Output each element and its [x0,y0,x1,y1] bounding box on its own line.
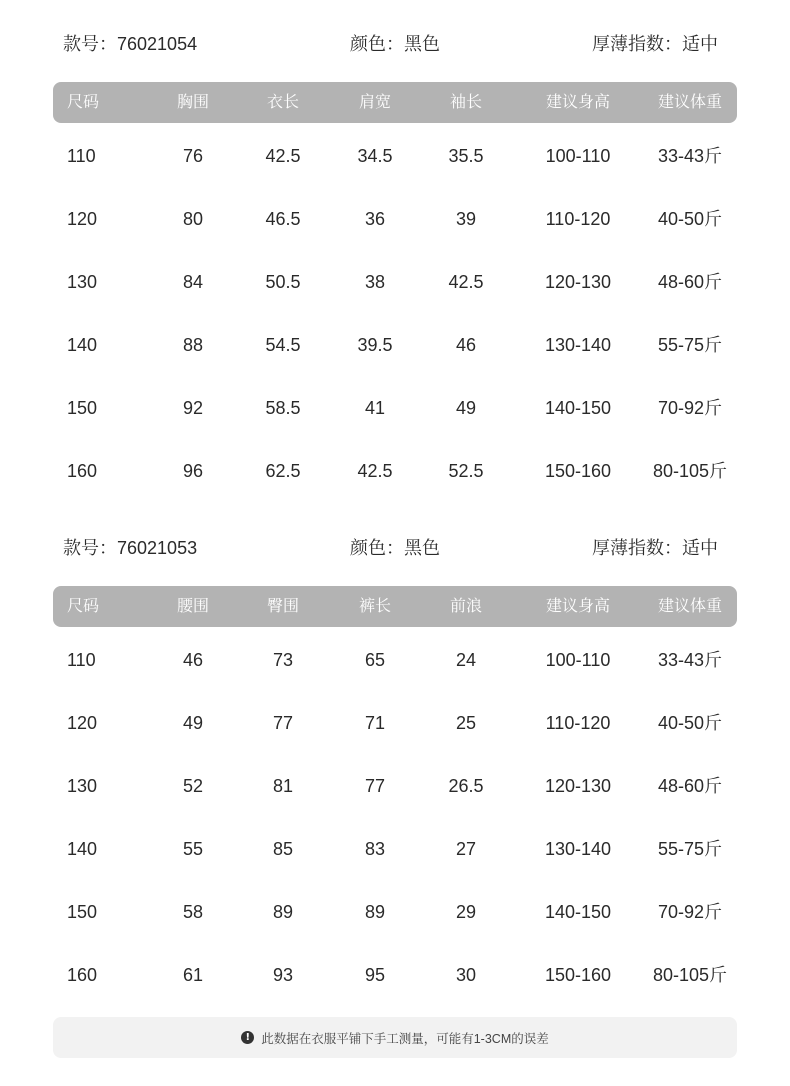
table-cell: 35.5 [448,146,484,166]
table-cell: 160 [67,461,98,481]
measurement-note-text: 此数据在衣服平铺下手工测量，可能有1-3CM的误差 [261,1031,549,1046]
style-number-value: 76021053 [117,538,198,558]
table-cell: 71 [364,713,386,733]
table-cell: 81 [272,776,294,796]
table-cell: 100-110 [545,650,611,670]
table-cell: 46 [182,650,204,670]
table-cell: 46.5 [265,209,301,229]
measurement-note [53,1017,737,1058]
table-row [0,249,790,312]
table-cell: 140 [67,335,98,355]
header-shoulder: 肩宽 [358,94,392,111]
table-cell: 83 [364,839,386,859]
table-cell: 29 [455,902,477,922]
table-cell: 80-105斤 [652,965,728,985]
table-cell: 150-160 [544,461,612,481]
thickness-info [592,30,718,56]
table-row [0,879,790,942]
style-number [63,30,197,56]
table-cell: 100-110 [545,146,611,166]
color-value: 黑色 [404,34,440,54]
table-cell: 77 [272,713,294,733]
table-cell: 55-75斤 [657,839,723,859]
table-cell: 130 [67,272,98,292]
color-label: 颜色： [350,34,404,54]
table-cell: 120 [67,209,98,229]
table-cell: 150 [67,902,98,922]
table-cell: 41 [364,398,386,418]
table-cell: 48-60斤 [657,272,723,292]
header-height: 建议身高 [545,598,611,615]
table-cell: 34.5 [357,146,393,166]
product-info-row [0,30,790,54]
color-info [350,534,440,560]
table-cell: 24 [455,650,477,670]
table-cell: 50.5 [265,272,301,292]
table-cell: 140-150 [544,902,612,922]
table-cell: 95 [364,965,386,985]
measurement-note-content [53,1017,737,1058]
table-cell: 70-92斤 [657,902,723,922]
header-height: 建议身高 [545,94,611,111]
header-sleeve: 袖长 [449,94,483,111]
table-cell: 52 [182,776,204,796]
header-size: 尺码 [67,94,100,111]
table-cell: 150-160 [544,965,612,985]
table-cell: 42.5 [448,272,484,292]
table-cell: 76 [182,146,204,166]
table-cell: 38 [364,272,386,292]
table-cell: 110 [67,146,96,166]
table-cell: 49 [182,713,204,733]
table-cell: 48-60斤 [657,776,723,796]
thickness-value: 适中 [682,538,718,558]
style-number-value: 76021054 [117,34,198,54]
table-cell: 33-43斤 [657,650,723,670]
table-header [53,82,737,123]
table-cell: 110-120 [545,209,611,229]
table-row [0,942,790,1005]
table-cell: 85 [272,839,294,859]
table-cell: 52.5 [448,461,484,481]
header-length: 衣长 [266,94,300,111]
table-cell: 88 [182,335,204,355]
table-cell: 77 [364,776,386,796]
style-number-label: 款号： [63,538,117,558]
table-cell: 130-140 [544,839,612,859]
header-size: 尺码 [67,598,100,615]
style-number-label: 款号： [63,34,117,54]
table-cell: 54.5 [265,335,301,355]
table-cell: 130-140 [544,335,612,355]
table-row [0,690,790,753]
table-cell: 120 [67,713,98,733]
table-cell: 26.5 [448,776,484,796]
table-cell: 55 [182,839,204,859]
table-cell: 58.5 [265,398,301,418]
thickness-label: 厚薄指数： [592,538,682,558]
table-cell: 84 [182,272,204,292]
table-cell: 93 [272,965,294,985]
table-cell: 160 [67,965,98,985]
table-cell: 140 [67,839,98,859]
table-cell: 92 [182,398,204,418]
table-cell: 55-75斤 [657,335,723,355]
table-cell: 42.5 [357,461,393,481]
table-cell: 40-50斤 [657,209,723,229]
table-row [0,123,790,186]
table-row [0,375,790,438]
table-cell: 27 [455,839,477,859]
thickness-label: 厚薄指数： [592,34,682,54]
header-weight: 建议体重 [657,598,723,615]
table-cell: 36 [364,209,386,229]
table-cell: 30 [455,965,477,985]
table-cell: 61 [182,965,204,985]
table-cell: 110 [67,650,96,670]
table-cell: 80 [182,209,204,229]
header-waist: 腰围 [176,598,210,615]
table-cell: 39.5 [357,335,393,355]
table-cell: 140-150 [544,398,612,418]
table-cell: 62.5 [265,461,301,481]
table-cell: 49 [455,398,477,418]
style-number [63,534,197,560]
table-row [0,438,790,501]
table-cell: 33-43斤 [657,146,723,166]
table-row [0,312,790,375]
exclamation-circle-icon: ! [241,1031,254,1044]
table-cell: 58 [182,902,204,922]
table-row [0,186,790,249]
table-cell: 40-50斤 [657,713,723,733]
header-hip: 臀围 [266,598,300,615]
header-pants-length: 裤长 [358,598,392,615]
table-cell: 110-120 [545,713,611,733]
table-cell: 80-105斤 [652,461,728,481]
color-info [350,30,440,56]
table-cell: 120-130 [544,776,612,796]
table-cell: 73 [272,650,294,670]
color-value: 黑色 [404,538,440,558]
thickness-info [592,534,718,560]
table-cell: 42.5 [265,146,301,166]
color-label: 颜色： [350,538,404,558]
table-cell: 89 [272,902,294,922]
table-cell: 46 [455,335,477,355]
table-row [0,816,790,879]
table-cell: 150 [67,398,98,418]
table-cell: 120-130 [544,272,612,292]
table-row [0,627,790,690]
table-row [0,753,790,816]
table-cell: 70-92斤 [657,398,723,418]
table-cell: 65 [364,650,386,670]
table-cell: 39 [455,209,477,229]
table-cell: 89 [364,902,386,922]
product-info-row [0,534,790,558]
table-cell: 130 [67,776,98,796]
table-cell: 25 [455,713,477,733]
header-chest: 胸围 [176,94,210,111]
table-header [53,586,737,627]
table-cell: 96 [182,461,204,481]
header-front-rise: 前浪 [449,598,483,615]
header-weight: 建议体重 [657,94,723,111]
thickness-value: 适中 [682,34,718,54]
